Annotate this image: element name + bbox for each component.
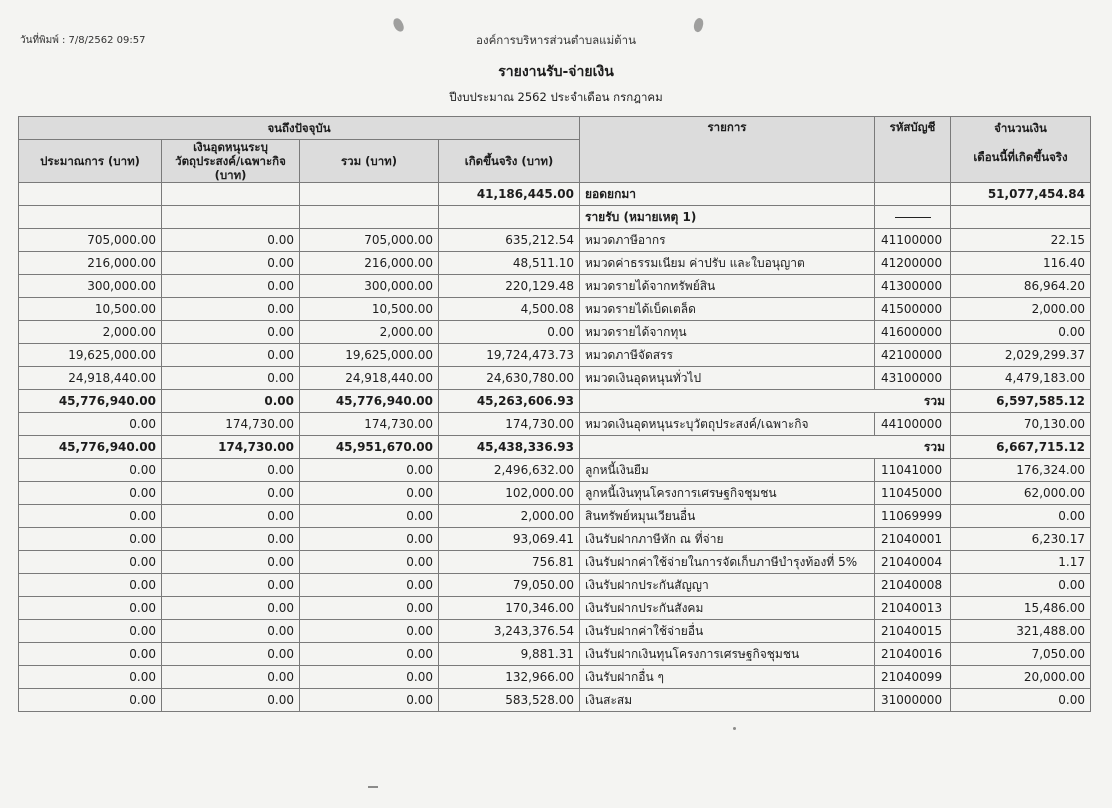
estimate-cell: 0.00 (19, 620, 162, 643)
account-code-cell: 44100000 (875, 413, 951, 436)
total-cell: 0.00 (300, 597, 439, 620)
estimate-cell: 0.00 (19, 574, 162, 597)
total-cell: 0.00 (300, 643, 439, 666)
account-code-cell: 21040016 (875, 643, 951, 666)
actual-cell: 2,496,632.00 (439, 459, 580, 482)
total-cell: 0.00 (300, 666, 439, 689)
grant-cell (162, 206, 300, 229)
item-cell: หมวดภาษีอากร (580, 229, 875, 252)
total-cell: 174,730.00 (300, 413, 439, 436)
estimate-cell: 0.00 (19, 528, 162, 551)
table-row (19, 390, 1091, 413)
actual-cell: 93,069.41 (439, 528, 580, 551)
month-amount-cell: 0.00 (951, 321, 1091, 344)
month-amount-cell: 6,230.17 (951, 528, 1091, 551)
actual-cell: 756.81 (439, 551, 580, 574)
estimate-cell: 19,625,000.00 (19, 344, 162, 367)
estimate-cell (19, 183, 162, 206)
table-header (19, 117, 1091, 183)
table-row (19, 620, 1091, 643)
table-row (19, 505, 1091, 528)
account-code-cell: 42100000 (875, 344, 951, 367)
estimate-cell: 0.00 (19, 666, 162, 689)
month-amount-cell: 176,324.00 (951, 459, 1091, 482)
grant-cell (162, 183, 300, 206)
code-placeholder-dash (895, 217, 931, 218)
month-amount-cell: 4,479,183.00 (951, 367, 1091, 390)
grant-cell: 0.00 (162, 298, 300, 321)
item-cell: หมวดเงินอุดหนุนระบุวัตถุประสงค์/เฉพาะกิจ (580, 413, 875, 436)
actual-cell: 19,724,473.73 (439, 344, 580, 367)
month-actual-label: เดือนนี้ที่เกิดขึ้นจริง (973, 150, 1068, 164)
grant-cell: 0.00 (162, 666, 300, 689)
actual-cell: 3,243,376.54 (439, 620, 580, 643)
actual-cell: 41,186,445.00 (439, 183, 580, 206)
actual-cell: 583,528.00 (439, 689, 580, 712)
total-cell: 45,776,940.00 (300, 390, 439, 413)
grant-column-header: เงินอุดหนุนระบุวัตถุประสงค์/เฉพาะกิจ (บาท) (162, 140, 300, 183)
actual-cell (439, 206, 580, 229)
account-code-cell: 21040099 (875, 666, 951, 689)
table-row (19, 344, 1091, 367)
actual-cell: 45,263,606.93 (439, 390, 580, 413)
estimate-cell: 0.00 (19, 689, 162, 712)
account-code-cell: 43100000 (875, 367, 951, 390)
month-amount-cell: 62,000.00 (951, 482, 1091, 505)
item-cell: เงินสะสม (580, 689, 875, 712)
actual-cell: 0.00 (439, 321, 580, 344)
month-amount-cell: 51,077,454.84 (951, 183, 1091, 206)
estimate-cell: 705,000.00 (19, 229, 162, 252)
actual-cell: 79,050.00 (439, 574, 580, 597)
item-cell: หมวดค่าธรรมเนียม ค่าปรับ และใบอนุญาต (580, 252, 875, 275)
table-row (19, 367, 1091, 390)
item-cell: หมวดรายได้เบ็ดเตล็ด (580, 298, 875, 321)
punch-hole-mark (692, 17, 705, 33)
account-code-cell: 41200000 (875, 252, 951, 275)
account-code-cell: 11069999 (875, 505, 951, 528)
month-amount-cell: 6,667,715.12 (951, 436, 1091, 459)
table-row (19, 206, 1091, 229)
to-date-group-header: จนถึงปัจจุบัน (19, 117, 580, 140)
table-row (19, 321, 1091, 344)
account-code-cell: 21040004 (875, 551, 951, 574)
grant-cell: 0.00 (162, 528, 300, 551)
item-cell: หมวดรายได้จากทรัพย์สิน (580, 275, 875, 298)
month-amount-cell: 20,000.00 (951, 666, 1091, 689)
estimate-cell: 216,000.00 (19, 252, 162, 275)
total-cell: 19,625,000.00 (300, 344, 439, 367)
table-body (19, 183, 1091, 712)
grant-cell: 0.00 (162, 390, 300, 413)
table-row (19, 482, 1091, 505)
total-cell: 0.00 (300, 505, 439, 528)
actual-cell: 9,881.31 (439, 643, 580, 666)
month-amount-cell: 321,488.00 (951, 620, 1091, 643)
actual-cell: 132,966.00 (439, 666, 580, 689)
grant-cell: 0.00 (162, 689, 300, 712)
table-row (19, 597, 1091, 620)
grant-cell: 0.00 (162, 459, 300, 482)
table-row (19, 252, 1091, 275)
total-cell: 24,918,440.00 (300, 367, 439, 390)
grant-cell: 0.00 (162, 367, 300, 390)
grant-cell: 0.00 (162, 597, 300, 620)
table-row (19, 413, 1091, 436)
item-cell: ลูกหนี้เงินทุนโครงการเศรษฐกิจชุมชน (580, 482, 875, 505)
estimate-cell: 45,776,940.00 (19, 390, 162, 413)
grant-cell: 0.00 (162, 275, 300, 298)
receipts-payments-table (18, 116, 1091, 712)
total-cell: 0.00 (300, 528, 439, 551)
account-code-column-header: รหัสบัญชี (875, 117, 951, 183)
month-amount-cell: 1.17 (951, 551, 1091, 574)
account-code-cell: 41300000 (875, 275, 951, 298)
month-amount-cell: 70,130.00 (951, 413, 1091, 436)
grant-cell: 0.00 (162, 551, 300, 574)
estimate-cell: 0.00 (19, 505, 162, 528)
table-row (19, 436, 1091, 459)
actual-cell: 4,500.08 (439, 298, 580, 321)
item-cell: หมวดเงินอุดหนุนทั่วไป (580, 367, 875, 390)
total-cell: 45,951,670.00 (300, 436, 439, 459)
total-cell (300, 183, 439, 206)
item-cell: เงินรับฝากค่าใช้จ่ายอื่น (580, 620, 875, 643)
grant-cell: 0.00 (162, 321, 300, 344)
actual-cell: 2,000.00 (439, 505, 580, 528)
month-amount-cell: 6,597,585.12 (951, 390, 1091, 413)
item-column-header: รายการ (580, 117, 875, 183)
item-cell: เงินรับฝากประกันสัญญา (580, 574, 875, 597)
month-amount-cell: 7,050.00 (951, 643, 1091, 666)
table-row (19, 183, 1091, 206)
account-code-cell: 11045000 (875, 482, 951, 505)
estimate-cell: 0.00 (19, 551, 162, 574)
grant-cell: 0.00 (162, 620, 300, 643)
total-column-header: รวม (บาท) (300, 140, 439, 183)
grant-cell: 174,730.00 (162, 436, 300, 459)
account-code-cell: 21040015 (875, 620, 951, 643)
actual-cell: 48,511.10 (439, 252, 580, 275)
table-row (19, 643, 1091, 666)
scan-speck (368, 786, 378, 788)
sum-label-cell: รวม (580, 436, 951, 459)
actual-column-header: เกิดขึ้นจริง (บาท) (439, 140, 580, 183)
estimate-cell: 0.00 (19, 643, 162, 666)
actual-cell: 24,630,780.00 (439, 367, 580, 390)
estimate-column-header: ประมาณการ (บาท) (19, 140, 162, 183)
total-cell: 216,000.00 (300, 252, 439, 275)
grant-cell: 0.00 (162, 482, 300, 505)
month-amount-cell: 86,964.20 (951, 275, 1091, 298)
table-row (19, 689, 1091, 712)
estimate-cell (19, 206, 162, 229)
table-row (19, 574, 1091, 597)
scan-speck (733, 727, 736, 730)
account-code-cell: 41100000 (875, 229, 951, 252)
item-cell: หมวดรายได้จากทุน (580, 321, 875, 344)
report-title: รายงานรับ-จ่ายเงิน (498, 64, 614, 80)
grant-cell: 0.00 (162, 344, 300, 367)
table-row (19, 528, 1091, 551)
item-cell: ลูกหนี้เงินยืม (580, 459, 875, 482)
grant-cell: 0.00 (162, 229, 300, 252)
item-cell: เงินรับฝากอื่น ๆ (580, 666, 875, 689)
table-row (19, 229, 1091, 252)
table-row (19, 275, 1091, 298)
total-cell: 10,500.00 (300, 298, 439, 321)
actual-cell: 45,438,336.93 (439, 436, 580, 459)
account-code-cell: 31000000 (875, 689, 951, 712)
item-cell: เงินรับฝากเงินทุนโครงการเศรษฐกิจชุมชน (580, 643, 875, 666)
grant-cell: 0.00 (162, 505, 300, 528)
month-amount-cell: 0.00 (951, 689, 1091, 712)
total-cell: 0.00 (300, 482, 439, 505)
item-cell: ยอดยกมา (580, 183, 875, 206)
estimate-cell: 0.00 (19, 459, 162, 482)
account-code-cell: 21040008 (875, 574, 951, 597)
account-code-cell: 11041000 (875, 459, 951, 482)
total-cell: 300,000.00 (300, 275, 439, 298)
account-code-cell: 41600000 (875, 321, 951, 344)
account-code-cell (875, 206, 951, 229)
estimate-cell: 0.00 (19, 482, 162, 505)
total-cell: 0.00 (300, 551, 439, 574)
total-cell (300, 206, 439, 229)
total-cell: 0.00 (300, 574, 439, 597)
grant-cell: 0.00 (162, 643, 300, 666)
grant-cell: 0.00 (162, 252, 300, 275)
table-row (19, 459, 1091, 482)
punch-hole-mark (392, 17, 405, 33)
estimate-cell: 45,776,940.00 (19, 436, 162, 459)
amount-column-header (951, 117, 1091, 183)
total-cell: 2,000.00 (300, 321, 439, 344)
month-amount-cell: 0.00 (951, 574, 1091, 597)
grant-cell: 174,730.00 (162, 413, 300, 436)
table-row (19, 298, 1091, 321)
account-code-cell: 41500000 (875, 298, 951, 321)
item-cell: เงินรับฝากค่าใช้จ่ายในการจัดเก็บภาษีบำรุงท้องที่ 5% (580, 551, 875, 574)
amount-group-label: จำนวนเงิน (994, 121, 1047, 135)
account-code-cell: 21040001 (875, 528, 951, 551)
month-amount-cell: 0.00 (951, 505, 1091, 528)
month-amount-cell: 2,000.00 (951, 298, 1091, 321)
item-cell: เงินรับฝากประกันสังคม (580, 597, 875, 620)
actual-cell: 102,000.00 (439, 482, 580, 505)
item-cell: สินทรัพย์หมุนเวียนอื่น (580, 505, 875, 528)
month-amount-cell: 15,486.00 (951, 597, 1091, 620)
month-amount-cell (951, 206, 1091, 229)
month-amount-cell: 116.40 (951, 252, 1091, 275)
item-cell: เงินรับฝากภาษีหัก ณ ที่จ่าย (580, 528, 875, 551)
total-cell: 705,000.00 (300, 229, 439, 252)
print-date: วันที่พิมพ์ : 7/8/2562 09:57 (20, 35, 146, 46)
estimate-cell: 10,500.00 (19, 298, 162, 321)
actual-cell: 220,129.48 (439, 275, 580, 298)
total-cell: 0.00 (300, 459, 439, 482)
item-cell: หมวดภาษีจัดสรร (580, 344, 875, 367)
table-row (19, 551, 1091, 574)
account-code-cell (875, 183, 951, 206)
estimate-cell: 0.00 (19, 597, 162, 620)
item-cell: รายรับ (หมายเหตุ 1) (580, 206, 875, 229)
actual-cell: 174,730.00 (439, 413, 580, 436)
month-amount-cell: 22.15 (951, 229, 1091, 252)
actual-cell: 170,346.00 (439, 597, 580, 620)
total-cell: 0.00 (300, 620, 439, 643)
report-subtitle: ปีงบประมาณ 2562 ประจำเดือน กรกฎาคม (449, 90, 663, 104)
actual-cell: 635,212.54 (439, 229, 580, 252)
grant-cell: 0.00 (162, 574, 300, 597)
table-row (19, 666, 1091, 689)
estimate-cell: 2,000.00 (19, 321, 162, 344)
estimate-cell: 0.00 (19, 413, 162, 436)
total-cell: 0.00 (300, 689, 439, 712)
estimate-cell: 300,000.00 (19, 275, 162, 298)
estimate-cell: 24,918,440.00 (19, 367, 162, 390)
org-name: องค์การบริหารส่วนตำบลแม่ต้าน (476, 33, 636, 47)
account-code-cell: 21040013 (875, 597, 951, 620)
month-amount-cell: 2,029,299.37 (951, 344, 1091, 367)
sum-label-cell: รวม (580, 390, 951, 413)
